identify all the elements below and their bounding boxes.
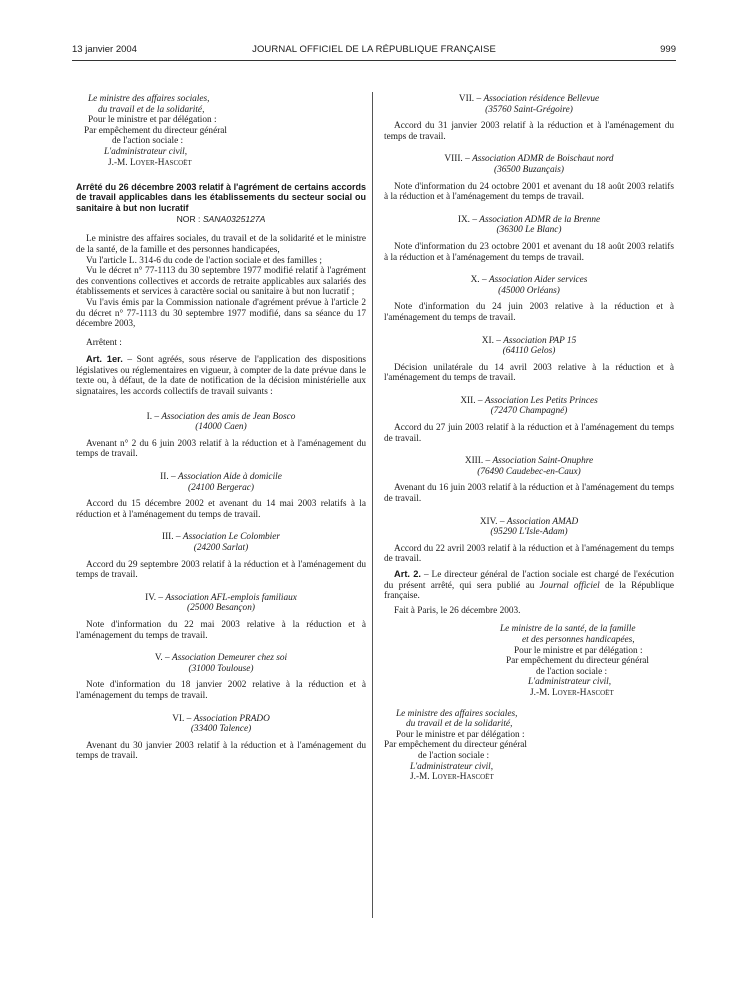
sig-line: du travail et de la solidarité,	[406, 719, 513, 730]
page-header	[72, 44, 676, 58]
list-item	[384, 517, 674, 565]
sig-name: J.-M. Loyer-Hascoët	[108, 157, 192, 168]
item-heading: VIII. – Association ADMR de Boischaut nord	[444, 154, 614, 165]
item-place: (14000 Caen)	[195, 422, 247, 433]
item-place: (64110 Gelos)	[502, 346, 556, 357]
sig-line: Par empêchement du directeur général	[84, 125, 227, 136]
sig-line: L'administrateur civil,	[104, 146, 188, 157]
signature-block-top	[76, 94, 366, 168]
right-column	[384, 94, 674, 783]
item-heading: III. – Association Le Colombier	[161, 532, 281, 543]
list-item	[384, 396, 674, 444]
article-1-label: Art. 1er.	[86, 354, 123, 365]
list-item	[384, 336, 674, 384]
sig-line: L'administrateur civil,	[528, 677, 612, 688]
signature-block-sante	[384, 624, 674, 698]
item-text: Note d'information du 24 octobre 2001 et avenant du 18 août 2003 relatifs à la réduction et à l'aménagement du temps de travail.	[384, 181, 674, 203]
list-item	[384, 94, 674, 142]
item-text: Accord du 27 juin 2003 relatif à la réduction et à l'aménagement du temps de travail.	[384, 423, 674, 444]
sig-line: Pour le ministre et par délégation :	[88, 115, 217, 126]
sig-line: Le ministre de la santé, de la famille	[500, 624, 636, 635]
item-place: (36500 Buzançais)	[494, 164, 564, 175]
item-heading: VI. – Association PRADO	[172, 713, 270, 724]
item-place: (72470 Champagné)	[490, 406, 568, 417]
intro-paragraph: Vu le décret n° 77-1113 du 30 septembre 1977 modifié relatif à l'agrément des conventions collectives et accords de retraite applicables aux salariés des établissements et services à caractère social ou sanitaire à but non lucratif ;	[76, 266, 366, 298]
item-place: (36300 Le Blanc)	[496, 225, 562, 236]
list-item	[76, 472, 366, 520]
sig-line: L'administrateur civil,	[410, 761, 494, 772]
item-text: Avenant du 16 juin 2003 relatif à la réduction et à l'aménagement du temps de travail.	[384, 483, 674, 505]
column-divider	[372, 92, 373, 918]
list-item	[76, 714, 366, 762]
item-place: (24100 Bergerac)	[187, 482, 254, 493]
sig-line: Par empêchement du directeur général	[384, 740, 527, 751]
item-heading: XI. – Association PAP 15	[481, 335, 577, 346]
sig-line: de l'action sociale :	[536, 666, 608, 677]
item-text: Accord du 31 janvier 2003 relatif à la réduction et à l'aménagement du temps de travail.	[384, 121, 674, 142]
journal-title: JOURNAL OFFICIEL DE LA RÉPUBLIQUE FRANÇAISE	[252, 44, 496, 55]
item-text: Note d'information du 22 mai 2003 relative à la réduction et à l'aménagement du temps de travail.	[76, 619, 366, 641]
sig-line: Pour le ministre et par délégation :	[514, 645, 643, 656]
item-text: Note d'information du 24 juin 2003 relative à la réduction et à l'aménagement du temps de travail.	[384, 302, 674, 323]
decree-title: Arrêté du 26 décembre 2003 relatif à l'agrément de certains accords de travail applicables dans les établissements du secteur social ou sanitaire à but non lucratif	[76, 182, 366, 213]
arretent: Arrêtent :	[86, 337, 122, 348]
list-item	[76, 412, 366, 460]
item-text: Note d'information du 23 octobre 2001 et avenant du 18 août 2003 relatifs à la réduction et à l'aménagement du temps de travail.	[384, 241, 674, 263]
item-place: (25000 Besançon)	[187, 603, 255, 614]
article-2: Art. 2. – Le directeur général de l'action sociale est chargé de l'exécution du présent arrêté, qui sera publié au Journal officiel de la République française.	[384, 569, 674, 602]
item-text: Accord du 22 avril 2003 relatif à la réduction et à l'aménagement du temps de travail.	[384, 543, 674, 565]
article-2-label: Art. 2.	[394, 569, 421, 579]
item-text: Accord du 29 septembre 2003 relatif à la réduction et à l'aménagement du temps de travail.	[76, 559, 366, 581]
item-heading: X. – Association Aider services	[470, 275, 588, 286]
sig-line: Le ministre des affaires sociales,	[88, 94, 210, 104]
item-text: Avenant n° 2 du 6 juin 2003 relatif à la réduction et à l'aménagement du temps de travail.	[76, 438, 366, 460]
intro-paragraph: Vu l'article L. 314-6 du code de l'action sociale et des familles ;	[86, 255, 322, 266]
sig-line: et des personnes handicapées,	[522, 634, 635, 645]
item-heading: IV. – Association AFL-emplois familiaux	[145, 592, 297, 603]
item-heading: XIII. – Association Saint-Onuphre	[464, 456, 594, 467]
item-heading: XIV. – Association AMAD	[479, 516, 579, 527]
article-1: Art. 1er. – Sont agréés, sous réserve de l'application des dispositions législatives ou réglementaires en vigueur, à compter de la date prévue dans le texte ou, à défaut, de la date de notification de la décision ministérielle aux signataires, les accords collectifs de travail suivants :	[76, 354, 366, 398]
list-item	[384, 275, 674, 323]
item-heading: XII. – Association Les Petits Princes	[460, 395, 598, 406]
nor-reference	[76, 214, 366, 225]
list-item	[384, 154, 674, 202]
item-place: (76490 Caudebec-en-Caux)	[477, 466, 581, 477]
sig-line: Pour le ministre et par délégation :	[396, 729, 525, 740]
item-heading: I. – Association des amis de Jean Bosco	[146, 411, 296, 422]
item-place: (95290 L'Isle-Adam)	[490, 527, 568, 538]
sig-line: de l'action sociale :	[418, 750, 490, 761]
left-column	[76, 94, 366, 762]
list-item	[384, 215, 674, 263]
sig-line: Le ministre des affaires sociales,	[396, 708, 518, 719]
header-rule	[72, 60, 676, 61]
item-heading: IX. – Association ADMR de la Brenne	[457, 214, 601, 225]
list-item	[76, 653, 366, 701]
list-item	[384, 456, 674, 504]
done-at: Fait à Paris, le 26 décembre 2003.	[394, 605, 521, 616]
nor-code: SANA0325127A	[202, 213, 266, 224]
sig-line: Par empêchement du directeur général	[506, 656, 649, 667]
header-date: 13 janvier 2004	[72, 44, 137, 55]
list-item	[76, 593, 366, 641]
item-heading: VII. – Association résidence Bellevue	[458, 94, 600, 104]
item-text: Décision unilatérale du 14 avril 2003 relative à la réduction et à l'aménagement du temps de travail.	[384, 362, 674, 384]
item-place: (24200 Sarlat)	[193, 543, 249, 554]
intro-paragraph: Vu l'avis émis par la Commission nationale d'agrément prévue à l'article 2 du décret n° 77-1113 du 30 septembre 1977 modifié, dans sa séance du 17 décembre 2003,	[76, 297, 366, 330]
sig-name: J.-M. Loyer-Hascoët	[530, 687, 614, 698]
item-place: (35760 Saint-Grégoire)	[485, 104, 573, 115]
sig-line: du travail et de la solidarité,	[98, 104, 205, 115]
item-text: Accord du 15 décembre 2002 et avenant du 14 mai 2003 relatifs à la réduction et à l'aménagement du temps de travail.	[76, 499, 366, 520]
item-place: (31000 Toulouse)	[188, 663, 254, 674]
item-text: Note d'information du 18 janvier 2002 relative à la réduction et à l'aménagement du temps de travail.	[76, 680, 366, 701]
item-place: (33400 Talence)	[190, 724, 252, 735]
signature-block-social	[384, 709, 674, 783]
sig-line: de l'action sociale :	[112, 136, 184, 147]
nor-label: NOR :	[176, 213, 201, 224]
intro-paragraph: Le ministre des affaires sociales, du travail et de la solidarité et le ministre de la santé, de la famille et des personnes handicapées,	[76, 234, 366, 255]
page-number: 999	[660, 44, 676, 55]
item-heading: V. – Association Demeurer chez soi	[154, 653, 288, 664]
item-heading: II. – Association Aide à domicile	[160, 472, 282, 483]
item-text: Avenant du 30 janvier 2003 relatif à la réduction et à l'aménagement du temps de travail.	[76, 740, 366, 762]
item-place: (45000 Orléans)	[498, 285, 560, 296]
list-item	[76, 532, 366, 580]
sig-name: J.-M. Loyer-Hascoët	[410, 772, 494, 783]
